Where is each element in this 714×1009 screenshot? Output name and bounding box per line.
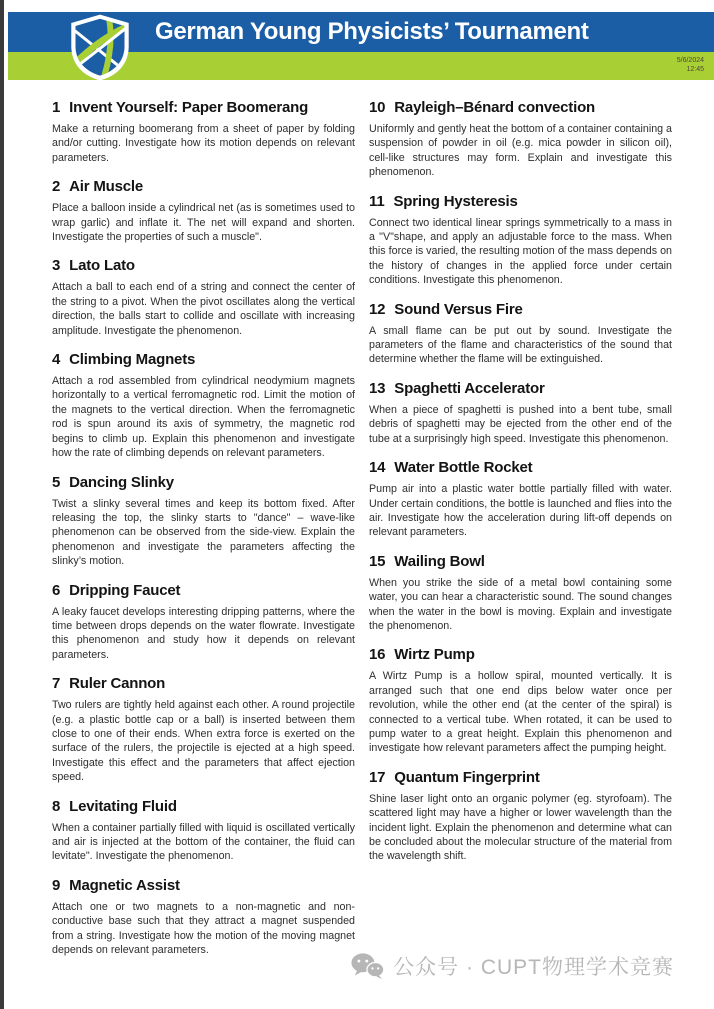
problem-text: Attach one or two magnets to a non-magnetic and non- conductive base such that they attract a magnet suspended from a string. Investigate how the motion of the moving magnet depends on relevant parameters.	[52, 900, 355, 957]
problem-number: 8	[52, 797, 61, 815]
timestamp-time: 12:45	[686, 65, 704, 73]
problem-number: 10	[369, 99, 386, 116]
problem-text: Shine laser light onto an organic polymer (eg. styrofoam). The scattered light may have a higher or lower wavelength than the incident light. Explain the phenomenon and determine what can be concluded about the molecular structure of the material from the wavelength shift.	[369, 792, 672, 863]
header-banner	[8, 12, 714, 80]
problem-text: Attach a ball to each end of a string and connect the center of the string to a pivot. When the pivot oscillates along the vertical direction, the balls start to collide and oscillate with increasing amplitude. Investigate the phenomenon.	[52, 281, 355, 337]
right-column	[369, 80, 672, 957]
problem-number: 4	[52, 351, 61, 369]
problem-text: Connect two identical linear springs symmetrically to a mass in a "V"shape, and apply an adjustable force to the mass. When this force is varied, the resulting motion of the mass depends on the history of changes in the applied force under certain conditions. Investigate this phenomenon.	[369, 216, 672, 287]
problem-9	[52, 877, 355, 958]
problem-number: 15	[369, 552, 386, 570]
problem-16	[369, 646, 672, 755]
problem-text: Twist a slinky several times and keep its bottom fixed. After releasing the top, the slinky starts to "dance" – wave-like phenomenon can be observed from the side-view. Explain the phenomenon and investigate the parameters affecting the slinky’s motion.	[52, 497, 355, 568]
problem-text: Two rulers are tightly held against each other. A round projectile (e.g. a plastic bottle cap or a ball) is inserted between them close to one of their ends. When extra force is exerted on the surface of the rulers, the projectile is ejected at a high speed. Investigate this effect and the parameters that affect ejection speed.	[52, 699, 355, 784]
problem-number: 9	[52, 876, 61, 894]
left-column	[52, 80, 355, 957]
problem-title	[52, 798, 355, 815]
problem-title	[369, 553, 672, 570]
problem-text: When you strike the side of a metal bowl containing some water, you can hear a characteristic sound. The sound changes when the water in the bowl is moving. Explain and investigate the phenomenon.	[369, 576, 672, 632]
problem-14	[369, 459, 672, 540]
problem-title	[52, 351, 355, 368]
problem-number: 13	[369, 379, 386, 397]
page-left-edge	[0, 0, 4, 1009]
problem-name: Air Muscle	[69, 178, 144, 196]
problem-title	[52, 99, 355, 116]
problem-title	[369, 99, 672, 116]
problem-title	[369, 646, 672, 663]
problem-name: Ruler Cannon	[69, 675, 166, 693]
problem-text: Pump air into a plastic water bottle partially filled with water. Under certain conditions, the bottle is launched and flies into the air. Investigate how the acceleration during lift-off depends on relevant parameters.	[369, 483, 673, 539]
footer-watermark	[351, 951, 674, 981]
problem-number: 5	[52, 473, 61, 491]
problem-title	[52, 675, 355, 692]
problem-text: A Wirtz Pump is a hollow spiral, mounted vertically. It is arranged such that one end dips below water once per revolution, while the other end (at the center of the spiral) is connected to a vertical tube. When rotated, it can be used to pump water to a great height. Explain this phenomenon and investigate how relevant parameters affect the pumping height.	[369, 670, 672, 755]
problem-3	[52, 257, 355, 338]
problem-name: Spaghetti Accelerator	[394, 379, 545, 397]
problem-title	[369, 193, 672, 210]
problem-4	[52, 351, 355, 460]
problem-name: Rayleigh–Bénard convection	[394, 99, 595, 116]
problem-number: 16	[369, 646, 386, 664]
problem-number: 12	[369, 300, 386, 318]
problem-name: Water Bottle Rocket	[394, 459, 533, 477]
problem-number: 6	[52, 581, 61, 599]
problem-text: A leaky faucet develops interesting dripping patterns, where the time between drops depends on the water flowrate. Investigate this phenomenon and study how it depends on relevant parameters.	[52, 605, 355, 661]
problem-number: 17	[369, 768, 386, 786]
problem-2	[52, 178, 355, 244]
problem-name: Sound Versus Fire	[394, 300, 523, 318]
problem-title	[52, 877, 355, 894]
problem-title	[52, 178, 355, 195]
problem-number: 2	[52, 178, 61, 196]
problem-title	[369, 380, 672, 397]
problem-list	[52, 80, 672, 957]
problem-title	[369, 459, 672, 476]
problem-text: Place a balloon inside a cylindrical net (as is sometimes used to wrap garlic) and inflate it. The net will expand and shorten. Investigate the properties of such a muscle".	[52, 202, 355, 244]
problem-10	[369, 99, 672, 180]
problem-13	[369, 380, 672, 446]
problem-name: Wirtz Pump	[394, 646, 475, 664]
problem-name: Invent Yourself: Paper Boomerang	[69, 99, 309, 116]
problem-name: Quantum Fingerprint	[394, 768, 540, 786]
problem-number: 11	[369, 192, 385, 210]
shield-logo-icon	[68, 14, 132, 81]
page-title: German Young Physicists’ Tournament	[155, 18, 589, 45]
problem-5	[52, 474, 355, 569]
problem-6	[52, 582, 355, 663]
problem-8	[52, 798, 355, 864]
problem-11	[369, 193, 672, 288]
problem-1	[52, 99, 355, 165]
wechat-icon	[351, 952, 384, 980]
problem-title	[369, 301, 672, 318]
problem-title	[52, 257, 355, 274]
problem-title	[52, 582, 355, 599]
problem-text: A small flame can be put out by sound. Investigate the parameters of the flame and characteristics of the sound that determine whether the flame will be extinguished.	[369, 324, 672, 366]
problem-text: When a piece of spaghetti is pushed into a bent tube, small debris of spaghetti may be ejected from the other end of the tube at a surprisingly high speed. Investigate this phenomenon.	[369, 403, 672, 445]
watermark-text: 公众号 · CUPT物理学术竞赛	[393, 956, 674, 979]
problem-number: 7	[52, 675, 61, 693]
problem-7	[52, 675, 355, 784]
problem-text: Uniformly and gently heat the bottom of a container containing a suspension of powder in oil (e.g. mica powder in silicon oil), cell-like structures may form. Explain and investigate this phenomenon.	[369, 123, 672, 179]
print-timestamp	[677, 57, 704, 74]
problem-title	[52, 474, 355, 491]
problem-number: 3	[52, 257, 61, 275]
problem-text: Make a returning boomerang from a sheet of paper by folding and/or cutting. Investigate how its motion depends on relevant parameters.	[52, 123, 355, 164]
problem-name: Spring Hysteresis	[393, 192, 518, 210]
timestamp-date: 5/6/2024	[676, 57, 704, 64]
problem-15	[369, 553, 672, 634]
problem-name: Magnetic Assist	[69, 876, 180, 894]
problem-name: Dripping Faucet	[69, 581, 181, 599]
problem-text: When a container partially filled with liquid is oscillated vertically and air is injected at the bottom of the container, the fluid can levitate". Investigate the phenomenon.	[52, 821, 355, 863]
problem-number: 1	[52, 99, 61, 116]
problem-name: Wailing Bowl	[394, 552, 485, 570]
problem-name: Dancing Slinky	[69, 473, 174, 491]
problem-name: Climbing Magnets	[69, 351, 196, 369]
problem-number: 14	[369, 459, 386, 477]
problem-name: Lato Lato	[69, 257, 135, 275]
problem-title	[369, 769, 672, 786]
problem-name: Levitating Fluid	[69, 797, 177, 815]
problem-text: Attach a rod assembled from cylindrical neodymium magnets horizontally to a vertical ferromagnetic rod. Limit the motion of the magnets to the vertical direction. When the ferromagnetic rod is spun around its axis of symmetry, the magnetic rod begins to climb up. Explain this phenomenon and investigate how the rate of climbing depends on relevant parameters.	[52, 375, 355, 460]
problem-12	[369, 301, 672, 367]
problem-17	[369, 769, 672, 864]
